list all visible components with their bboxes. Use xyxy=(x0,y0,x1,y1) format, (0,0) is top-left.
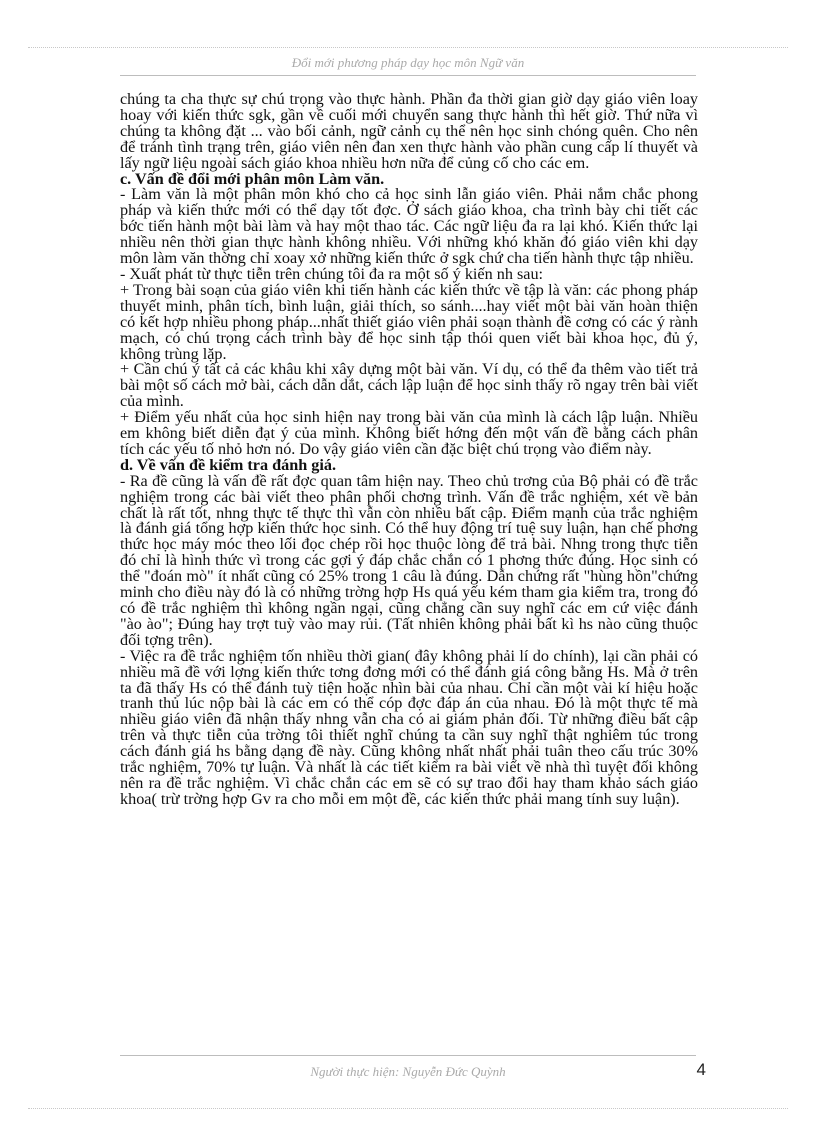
footer-rule xyxy=(120,1055,696,1056)
paragraph: - Xuất phát từ thực tiễn trên chúng tôi đa ra một số ý kiến nh sau: xyxy=(120,264,544,283)
header-rule xyxy=(120,75,696,76)
section-heading: c. Vấn đề đổi mới phân môn Làm văn. xyxy=(120,169,385,188)
paragraph: chúng ta cha thực sự chú trọng vào thực hành. Phần đa thời gian giờ dạy giáo viên loay hoay với kiến thức sgk, gần về cuối mới chuyển sang thực hành thì hết giờ. Thứ nữa vì chúng ta không đặt ... vào bối cảnh, ngữ cảnh cụ thể nên học sinh chóng quên. Cho nên để tránh tình trạng trên, giáo viên nên đan xen thực hành vào phần cung cấp lí thuyết và lấy ngữ liệu ngoài sách giáo khoa nhiều hơn nữa để củng cố cho các em. xyxy=(120,90,698,172)
paragraph: - Việc ra đề trắc nghiệm tốn nhiều thời gian( đây không phải lí do chính), lại cần phải có nhiều mã đề với lợng kiến thức tơng đơng mới có thể đánh giá công bằng Hs. Mà ở trên ta đã thấy Hs có thể đánh tuỳ tiện hoặc nhìn bài của nhau. Chỉ cần một vài kí hiệu hoặc tranh thủ lúc nộp bài là các em có thể cóp đợc đáp án của nhau. Đó là một thực tế mà nhiều giáo viên đã nhận thấy nhng vẫn cha có ai giám phản đối. Từ những điều bất cập trên và thực tiễn của trờng tôi thiết nghĩ chúng ta cần suy nghĩ thật nghiêm túc trong cách đánh giá hs bằng dạng đề này. Cũng không nhất nhất phải tuân theo cấu trúc 30% trắc nghiệm, 70% tự luận. Và nhất là các tiết kiểm ra bài viết về nhà thì tuyệt đối không nên ra đề trắc nghiệm. Vì chắc chắn các em sẽ có sự trao đổi hay tham khảo sách giáo khoa( trừ trờng hợp Gv ra cho mỗi em một đề, các kiến thức phải mang tính suy luận). xyxy=(120,646,698,808)
page-header: Đổi mới phương pháp dạy học môn Ngữ văn xyxy=(291,55,525,70)
paragraph: - Ra đề cũng là vấn đề rất đợc quan tâm hiện nay. Theo chủ trơng của Bộ phải có đề trắc nghiệm trong các bài viết theo phân phối chơng trình. Vấn đề trắc nghiệm, xét về bản chất là rất tốt, nhng thực tế thực thì vẫn còn nhiều bất cập. Điểm mạnh của trắc nghiệm là đánh giá tổng hợp kiến thức học sinh. Có thể huy động trí tuệ suy luận, hạn chế phơng thức học máy móc theo lối đọc chép rồi học thuộc lòng để trả bài. Nhng trong thực tiễn đó chỉ là hình thức vì trong các gợi ý đáp chắc chắn có 1 phơng thức đúng. Học sinh có thể "đoán mò" ít nhất cũng có 25% trong 1 câu là đúng. Dẫn chứng rất "hùng hồn"chứng minh cho điều này đó là có những trờng hợp Hs quá yếu kém tham gia kiểm tra, trong đó có đề trắc nghiệm thì không ngần ngại, cũng chẳng cần suy nghĩ các em cứ việc đánh "ào ào"; Đúng hay trợt tuỳ vào may rủi. (Tất nhiên không phải bất kì hs nào cũng thuộc đối tợng trên). xyxy=(120,471,698,649)
footer-author: Người thực hiện: Nguyễn Đức Quỳnh xyxy=(310,1064,506,1079)
body-text xyxy=(120,92,698,808)
page-number: 4 xyxy=(696,1060,706,1079)
section-heading: d. Về vấn đề kiểm tra đánh giá. xyxy=(120,455,337,474)
top-dotted-border xyxy=(28,47,788,48)
paragraph: + Cần chú ý tất cả các khâu khi xây dựng một bài văn. Ví dụ, có thể đa thêm vào tiết trả bài một số cách mở bài, cách dẫn dắt, cách lập luận để học sinh thấy rõ ngay trên bài viết của mình. xyxy=(120,360,698,411)
paragraph: + Trong bài soạn của giáo viên khi tiến hành các kiến thức về tập là văn: các phong pháp thuyết minh, phân tích, bình luận, giải thích, so sánh....hay viết một bài văn hoàn thiện có kết hợp nhiều phong pháp...nhất thiết giáo viên phải soạn thành đề cơng có các ý rành mạch, có chú trọng cách trình bày để học sinh tập thói quen viết bài khoa học, đủ ý, không trùng lặp. xyxy=(120,280,698,363)
paragraph: - Làm văn là một phân môn khó cho cả học sinh lẫn giáo viên. Phải nắm chắc phong pháp và kiến thức mới có thể dạy tốt đợc. Ở sách giáo khoa, cha trình bày chi tiết các bớc tiến hành một bài làm và hay một thao tác. Các ngữ liệu đa ra lại khó. Kiến thức lại nhiều nên thời gian thực hành không nhiều. Với những khó khăn đó giáo viên khi dạy môn làm văn thờng chỉ xoay xở những kiến thức ở sgk chứ cha tiến hành thực tập nhiều. xyxy=(120,185,698,268)
bottom-dotted-border xyxy=(28,1108,788,1109)
paragraph: + Điểm yếu nhất của học sinh hiện nay trong bài văn của mình là cách lập luận. Nhiều em không biết diễn đạt ý của mình. Không biết hớng đến một vấn đề bằng cách phân tích các yếu tố nhỏ hơn nó. Do vậy giáo viên cần đặc biệt chú trọng vào điểm này. xyxy=(120,408,698,458)
